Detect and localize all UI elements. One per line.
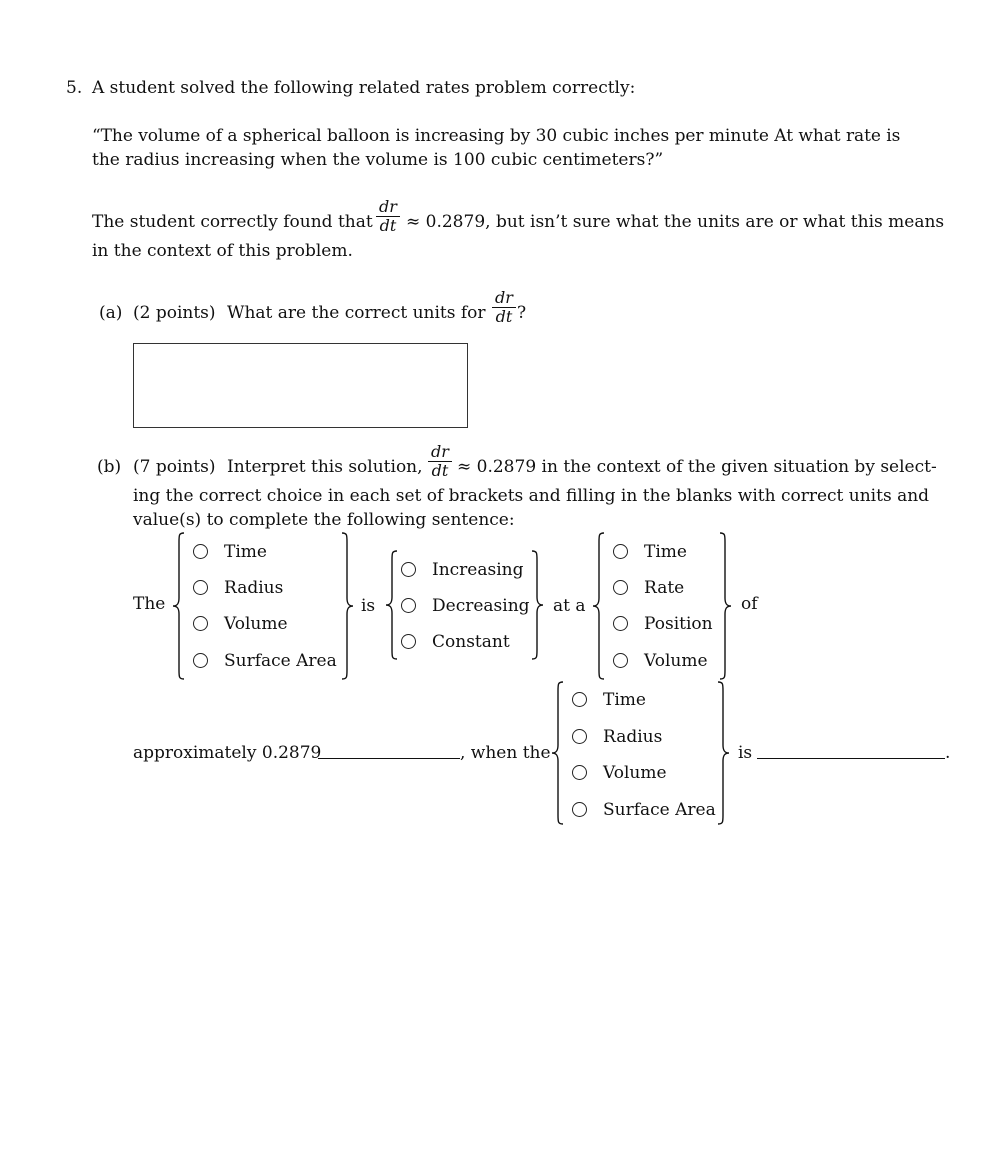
group3-option-volume[interactable] <box>613 651 708 671</box>
group1-right-brace <box>340 532 354 680</box>
sentence-period: . <box>945 743 951 763</box>
value-blank[interactable] <box>757 758 945 759</box>
part-b-text-line2: ing the correct choice in each set of brackets and filling in the blanks with correct units and <box>133 486 930 506</box>
option-label: Time <box>603 690 646 710</box>
group2-right-brace <box>530 550 544 660</box>
radio-button[interactable] <box>193 580 208 595</box>
frac-numerator: dr <box>379 197 397 216</box>
part-a-answer-box[interactable] <box>133 343 468 428</box>
units-blank[interactable] <box>318 758 460 759</box>
group3-option-time[interactable] <box>613 542 687 562</box>
radio-button[interactable] <box>613 616 628 631</box>
part-a-points: (2 points) <box>133 303 216 323</box>
problem-quote-line2: the radius increasing when the volume is 100 cubic centimeters?” <box>92 150 664 170</box>
frac-numerator: dr <box>495 288 513 307</box>
group2-option-constant[interactable] <box>401 632 510 652</box>
part-b-points: (7 points) <box>133 457 216 477</box>
part-a-question: What are the correct units for <box>227 303 486 323</box>
part-a-question-end: ? <box>517 303 527 323</box>
word-is-2: is <box>738 743 753 763</box>
part-b-text-line3: value(s) to complete the following sentence: <box>133 510 515 530</box>
group2-option-decreasing[interactable] <box>401 596 530 616</box>
radio-button[interactable] <box>572 802 587 817</box>
group4-option-radius[interactable] <box>572 727 662 747</box>
radio-button[interactable] <box>401 634 416 649</box>
option-label: Volume <box>644 651 708 671</box>
problem-quote-line1: “The volume of a spherical balloon is increasing by 30 cubic inches per minute At what rate is <box>92 126 901 146</box>
radio-button[interactable] <box>193 544 208 559</box>
frac-denominator: dt <box>431 461 449 480</box>
word-at-a: at a <box>553 596 586 616</box>
word-is: is <box>361 596 376 616</box>
group3-option-position[interactable] <box>613 614 713 634</box>
radio-button[interactable] <box>193 616 208 631</box>
found-value: ≈ 0.2879, but isn’t sure what the units are or what this means <box>406 212 945 232</box>
group3-option-rate[interactable] <box>613 578 684 598</box>
option-label: Time <box>644 542 687 562</box>
option-label: Volume <box>224 614 288 634</box>
group1-left-brace <box>172 532 186 680</box>
radio-button[interactable] <box>572 765 587 780</box>
group2-option-increasing[interactable] <box>401 560 524 580</box>
group1-option-radius[interactable] <box>193 578 283 598</box>
group4-option-surface-area[interactable] <box>572 800 716 820</box>
radio-button[interactable] <box>572 729 587 744</box>
radio-button[interactable] <box>401 562 416 577</box>
option-label: Surface Area <box>603 800 716 820</box>
group1-option-time[interactable] <box>193 542 267 562</box>
option-label: Increasing <box>432 560 524 580</box>
option-label: Surface Area <box>224 651 337 671</box>
option-label: Radius <box>224 578 284 598</box>
part-b-drdt-fraction <box>428 443 452 480</box>
group2-left-brace <box>385 550 399 660</box>
when-the: , when the <box>460 743 551 763</box>
problem-number: 5. <box>66 78 83 98</box>
frac-numerator: dr <box>431 442 449 461</box>
radio-button[interactable] <box>613 653 628 668</box>
frac-denominator: dt <box>379 216 397 235</box>
part-b-text-line1a: Interpret this solution, <box>227 457 423 477</box>
group4-left-brace <box>551 681 565 825</box>
group1-option-surface-area[interactable] <box>193 651 337 671</box>
group4-option-time[interactable] <box>572 690 646 710</box>
option-label: Time <box>224 542 267 562</box>
option-label: Radius <box>603 727 663 747</box>
radio-button[interactable] <box>613 544 628 559</box>
option-label: Rate <box>644 578 685 598</box>
drdt-fraction <box>376 198 400 235</box>
approx-value: approximately 0.2879 <box>133 743 322 763</box>
problem-intro: A student solved the following related rates problem correctly: <box>92 78 636 98</box>
found-line2: in the context of this problem. <box>92 241 353 261</box>
group3-right-brace <box>718 532 732 680</box>
group3-left-brace <box>592 532 606 680</box>
option-label: Constant <box>432 632 510 652</box>
word-the: The <box>133 594 166 614</box>
radio-button[interactable] <box>572 692 587 707</box>
radio-button[interactable] <box>401 598 416 613</box>
part-a-drdt-fraction <box>492 289 516 326</box>
frac-denominator: dt <box>495 307 513 326</box>
group1-option-volume[interactable] <box>193 614 288 634</box>
part-b-label: (b) <box>97 457 122 477</box>
option-label: Volume <box>603 763 667 783</box>
part-b-text-line1b: ≈ 0.2879 in the context of the given situation by select- <box>457 457 937 477</box>
group4-option-volume[interactable] <box>572 763 667 783</box>
found-prefix: The student correctly found that <box>92 212 373 232</box>
word-of: of <box>741 594 758 614</box>
option-label: Position <box>644 614 713 634</box>
radio-button[interactable] <box>613 580 628 595</box>
group4-right-brace <box>716 681 730 825</box>
option-label: Decreasing <box>432 596 530 616</box>
part-a-label: (a) <box>99 303 123 323</box>
radio-button[interactable] <box>193 653 208 668</box>
